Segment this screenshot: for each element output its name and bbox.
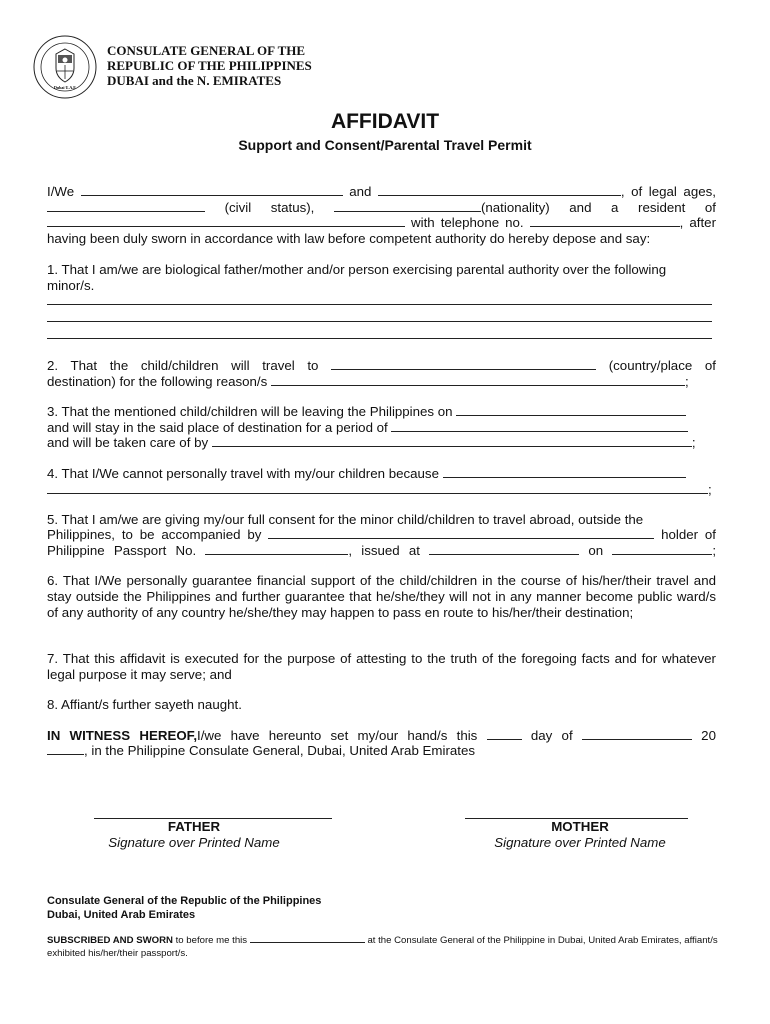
- item-2-line-2: destination) for the following reason/s ;: [47, 374, 689, 389]
- name-2-field[interactable]: [378, 184, 621, 196]
- intro-line-1: I/We and , of legal ages,: [47, 184, 716, 199]
- mother-label: MOTHER: [551, 819, 609, 834]
- reason-not-travel-field[interactable]: [443, 466, 686, 478]
- nationality-field[interactable]: [334, 200, 481, 212]
- item-6: 6. That I/We personally guarantee financial support of the child/children in the course of his/her/their travel and stay outside the Philippines and further guarantee that he/she/they will not in any manner become public ward/s of any authority of any country he/she/they may happen to pass en route to his/her/their destination;: [47, 573, 716, 620]
- item-8: 8. Affiant/s further sayeth naught.: [47, 697, 242, 712]
- witness-heading: IN WITNESS HEREOF,: [47, 728, 198, 743]
- departure-date-field[interactable]: [456, 404, 686, 416]
- item-3-line-1: 3. That the mentioned child/children will be leaving the Philippines on: [47, 404, 716, 420]
- subscribed-sworn-text: SUBSCRIBED AND SWORN to before me this at the Consulate General of the Philippine in Dubai, United Arab Emirates, affiant/s exhibited his/her/their passport/s.: [47, 935, 718, 959]
- document-subtitle: Support and Consent/Parental Travel Permit: [238, 137, 532, 153]
- companion-field[interactable]: [268, 527, 654, 539]
- minor-line-3[interactable]: [47, 338, 712, 339]
- residence-field[interactable]: [47, 215, 405, 227]
- footer-line-1: Consulate General of the Republic of the Philippines: [47, 895, 322, 907]
- header-line-2: REPUBLIC OF THE PHILIPPINES: [107, 58, 312, 73]
- minor-line-1[interactable]: [47, 304, 712, 305]
- witness-year-field[interactable]: [47, 743, 84, 755]
- header-line-3: DUBAI and the N. EMIRATES: [107, 73, 282, 88]
- item-5-line-1: 5. That I am/we are giving my/our full consent for the minor child/children to travel abroad, outside the: [47, 512, 644, 527]
- sworn-date-field[interactable]: [250, 934, 365, 943]
- item-4-line-2: ;: [47, 482, 716, 498]
- svg-text:Dubai U.A.E: Dubai U.A.E: [54, 85, 76, 90]
- name-1-field[interactable]: [81, 184, 343, 196]
- issued-on-field[interactable]: [612, 543, 712, 555]
- witness-line-1: IN WITNESS HEREOF,I/we have hereunto set my/our hand/s this day of 20: [47, 728, 716, 743]
- intro-line-3: with telephone no. , after: [47, 215, 716, 231]
- footer-line-2: Dubai, United Arab Emirates: [47, 909, 196, 921]
- caretaker-field[interactable]: [212, 435, 692, 447]
- mother-signature-block: [480, 819, 680, 850]
- witness-day-field[interactable]: [487, 728, 522, 740]
- document-title: AFFIDAVIT: [330, 110, 440, 133]
- item-2-line-1: 2. That the child/children will travel to (country/place of: [47, 358, 716, 373]
- mother-caption: Signature over Printed Name: [494, 835, 666, 850]
- item-7: 7. That this affidavit is executed for the purpose of attesting to the truth of the foregoing facts and for whatever legal purpose it may serve; and: [47, 651, 716, 682]
- father-label: FATHER: [167, 819, 221, 834]
- item-5-line-2: Philippines, to be accompanied by holder of: [47, 527, 716, 542]
- intro-line-2: (civil status), (nationality) and a resident of: [47, 200, 716, 216]
- witness-month-field[interactable]: [582, 728, 692, 740]
- telephone-field[interactable]: [530, 215, 680, 227]
- intro-sworn: having been duly sworn in accordance with law before competent authority do hereby depose and say:: [47, 231, 651, 246]
- reason-not-travel-line-2[interactable]: [47, 482, 708, 494]
- destination-field[interactable]: [331, 358, 596, 370]
- item-1: 1. That I am/we are biological father/mother and/or person exercising parental authority over the following minor/s.: [47, 262, 667, 293]
- minor-line-2[interactable]: [47, 321, 712, 322]
- reason-field[interactable]: [271, 374, 685, 386]
- footer-consulate: [47, 894, 321, 922]
- father-signature-block: [94, 819, 294, 850]
- philippine-seal-logo: [33, 35, 97, 99]
- witness-line-2: , in the Philippine Consulate General, Dubai, United Arab Emirates: [47, 743, 716, 759]
- passport-no-field[interactable]: [205, 543, 348, 555]
- consulate-header: [107, 43, 312, 88]
- item-5-line-3: Philippine Passport No. , issued at on ;: [47, 543, 717, 558]
- header-line-1: CONSULATE GENERAL OF THE: [107, 43, 306, 58]
- item-4-line-1: 4. That I/We cannot personally travel with my/our children because: [47, 466, 716, 482]
- item-3-line-3: and will be taken care of by ;: [47, 435, 696, 450]
- father-caption: Signature over Printed Name: [108, 835, 280, 850]
- period-field[interactable]: [391, 420, 688, 432]
- civil-status-field[interactable]: [47, 200, 205, 212]
- issued-at-field[interactable]: [429, 543, 579, 555]
- item-3-line-2: and will stay in the said place of destination for a period of: [47, 420, 716, 436]
